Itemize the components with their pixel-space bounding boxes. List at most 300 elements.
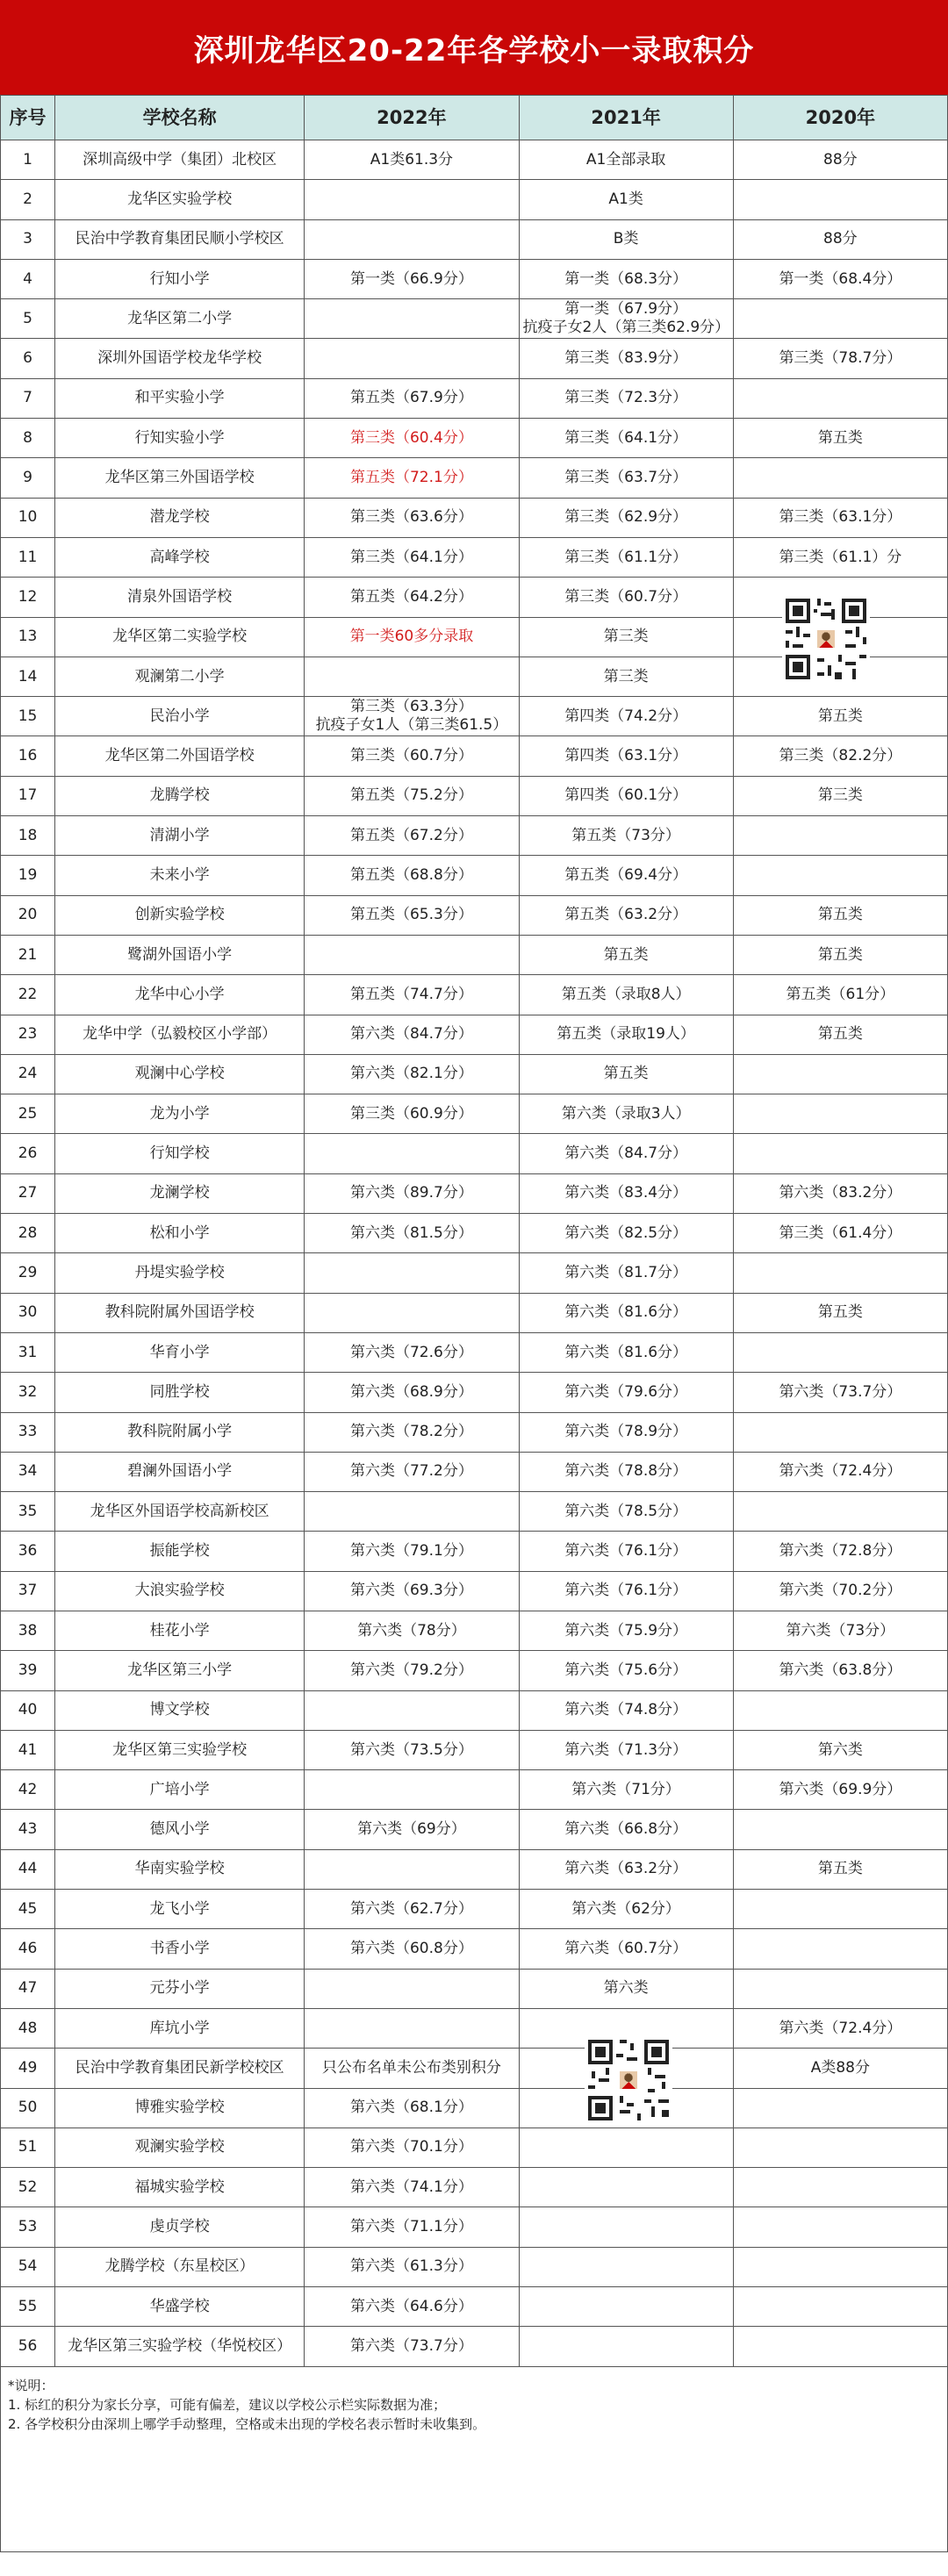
score-2022: 第六类（84.7分） [305,1015,519,1054]
score-2021: 第三类 [519,617,733,657]
score-2022 [305,299,519,339]
table-row [1,1054,948,1094]
score-2021 [519,2207,733,2247]
score-2021: 第三类 [519,657,733,696]
school-name: 龙华中学（弘毅校区小学部） [55,1015,305,1054]
table-row [1,1293,948,1332]
qr-code-image [782,595,870,683]
table-row [1,219,948,259]
score-2022 [305,1253,519,1293]
row-number: 26 [1,1134,55,1173]
school-name: 观澜实验学校 [55,2128,305,2167]
school-name: 华盛学校 [55,2287,305,2327]
score-2021: 第六类（76.1分） [519,1571,733,1611]
school-name: 龙华区第二外国语学校 [55,736,305,776]
admission-score-table [0,95,948,2367]
row-number: 34 [1,1452,55,1491]
score-2022 [305,1134,519,1173]
table-row [1,1452,948,1491]
title-banner [0,0,948,95]
row-number: 22 [1,975,55,1015]
table-row [1,419,948,458]
school-name: 龙华区第三小学 [55,1651,305,1690]
school-name: 振能学校 [55,1532,305,1571]
score-2021: 第六类（78.5分） [519,1492,733,1532]
row-number: 14 [1,657,55,696]
score-2022 [305,1770,519,1810]
score-2022: 第三类（60.4分） [305,419,519,458]
school-name: 观澜中心学校 [55,1054,305,1094]
score-2020: 第五类 [733,1015,947,1054]
score-2022: 第六类（68.1分） [305,2088,519,2128]
score-2022: A1类61.3分 [305,140,519,180]
score-2021: 第五类（录取19人） [519,1015,733,1054]
row-number: 5 [1,299,55,339]
score-2020 [733,1929,947,1969]
school-name: 行知学校 [55,1134,305,1173]
school-name: 龙华区第三外国语学校 [55,458,305,498]
score-2021: 第五类（63.2分） [519,895,733,935]
school-name: 龙华区实验学校 [55,180,305,219]
score-2020: 第五类 [733,419,947,458]
table-row [1,1730,948,1769]
notes-section [0,2367,948,2552]
row-number: 6 [1,339,55,378]
score-2020 [733,1810,947,1849]
row-number: 41 [1,1730,55,1769]
school-name: 和平实验小学 [55,378,305,418]
table-row [1,1015,948,1054]
school-name: 清泉外国语学校 [55,578,305,617]
score-2022: 第六类（74.1分） [305,2168,519,2207]
school-name: 民治中学教育集团民顺小学校区 [55,219,305,259]
score-2020: 第六类（63.8分） [733,1651,947,1690]
score-2021: 第六类（81.6分） [519,1293,733,1332]
row-number: 30 [1,1293,55,1332]
score-2022 [305,339,519,378]
score-2022: 第三类（64.1分） [305,537,519,577]
score-2022 [305,1969,519,2008]
table-row [1,299,948,339]
score-2020: 第六类（72.4分） [733,2008,947,2048]
score-2021: 第六类（81.7分） [519,1253,733,1293]
row-number: 18 [1,816,55,856]
score-2020 [733,1134,947,1173]
school-name: 元芬小学 [55,1969,305,2008]
school-name: 鹭湖外国语小学 [55,935,305,974]
table-row [1,856,948,895]
score-2020: 第六类（73分） [733,1611,947,1650]
score-2020: 第六类（70.2分） [733,1571,947,1611]
school-name: 高峰学校 [55,537,305,577]
score-2022: 第六类（79.2分） [305,1651,519,1690]
table-row [1,2049,948,2088]
table-row [1,1929,948,1969]
score-2022: 第六类（70.1分） [305,2128,519,2167]
row-number: 24 [1,1054,55,1094]
score-2020 [733,458,947,498]
score-2020: 第六类（69.9分） [733,1770,947,1810]
table-row [1,1253,948,1293]
score-2020 [733,378,947,418]
score-2020: 第六类 [733,1730,947,1769]
score-2020: 88分 [733,219,947,259]
score-2022: 第五类（65.3分） [305,895,519,935]
score-2021 [519,2168,733,2207]
score-2020: 第五类 [733,1293,947,1332]
row-number: 15 [1,697,55,736]
note-item: 2. 各学校积分由深圳上哪学手动整理，空格或未出现的学校名表示暂时未收集到。 [8,2415,486,2432]
school-name: 虔贞学校 [55,2207,305,2247]
school-name: 民治小学 [55,697,305,736]
table-row [1,1412,948,1452]
score-2022: 第五类（74.7分） [305,975,519,1015]
table-row [1,2247,948,2286]
score-2022: 只公布名单未公布类别积分 [305,2049,519,2088]
table-row [1,1969,948,2008]
row-number: 16 [1,736,55,776]
table-row [1,1332,948,1372]
school-name: 福城实验学校 [55,2168,305,2207]
school-name: 教科院附属外国语学校 [55,1293,305,1332]
school-name: 创新实验学校 [55,895,305,935]
table-row [1,1532,948,1571]
note-item: 1. 标红的积分为家长分享，可能有偏差，建议以学校公示栏实际数据为准； [8,2396,447,2413]
score-2021 [519,2247,733,2286]
table-row [1,935,948,974]
score-2021: 第六类（75.9分） [519,1611,733,1650]
score-2021 [519,2327,733,2366]
row-number: 38 [1,1611,55,1650]
score-2021: 第五类（73分） [519,816,733,856]
score-2021: 第六类（84.7分） [519,1134,733,1173]
table-row [1,1492,948,1532]
score-2020 [733,1969,947,2008]
score-2022: 第六类（78.2分） [305,1412,519,1452]
score-2022: 第六类（60.8分） [305,1929,519,1969]
row-number: 3 [1,219,55,259]
score-2022 [305,180,519,219]
score-2022 [305,1492,519,1532]
school-name: 华育小学 [55,1332,305,1372]
table-row [1,1173,948,1213]
score-2021: B类 [519,219,733,259]
score-2021: 第一类（68.3分） [519,259,733,298]
school-name: 行知小学 [55,259,305,298]
score-2022 [305,219,519,259]
row-number: 32 [1,1373,55,1412]
row-number: 48 [1,2008,55,2048]
score-2021: 第三类（83.9分） [519,339,733,378]
score-2022 [305,1690,519,1730]
score-2020: A类88分 [733,2049,947,2088]
row-number: 10 [1,498,55,537]
score-2022: 第六类（69分） [305,1810,519,1849]
score-2020: 第五类 [733,697,947,736]
row-number: 54 [1,2247,55,2286]
table-row [1,895,948,935]
score-2020: 第三类 [733,776,947,815]
school-name: 广培小学 [55,1770,305,1810]
score-2022 [305,657,519,696]
table-row [1,1373,948,1412]
table-row [1,1134,948,1173]
score-2022: 第五类（72.1分） [305,458,519,498]
score-2022: 第五类（64.2分） [305,578,519,617]
score-2021 [519,2287,733,2327]
table-row [1,1094,948,1134]
table-row [1,2287,948,2327]
score-2021: 第六类（79.6分） [519,1373,733,1412]
school-name: 观澜第二小学 [55,657,305,696]
row-number: 28 [1,1214,55,1253]
row-number: 19 [1,856,55,895]
score-2021: 第六类（60.7分） [519,1929,733,1969]
col-header-2021: 2021年 [519,96,733,140]
score-2020 [733,1253,947,1293]
row-number: 11 [1,537,55,577]
qr-code-image [585,2036,672,2124]
school-name: 龙华区第二实验学校 [55,617,305,657]
row-number: 53 [1,2207,55,2247]
table-header-row [1,96,948,140]
score-2022: 第六类（64.6分） [305,2287,519,2327]
score-2022: 第六类（68.9分） [305,1373,519,1412]
score-2020: 第六类（72.4分） [733,1452,947,1491]
table-row [1,776,948,815]
score-2022: 第六类（72.6分） [305,1332,519,1372]
row-number: 55 [1,2287,55,2327]
score-2020 [733,2168,947,2207]
school-name: 行知实验小学 [55,419,305,458]
school-name: 大浪实验学校 [55,1571,305,1611]
score-2020: 第五类 [733,1849,947,1889]
school-name: 龙为小学 [55,1094,305,1134]
score-2020: 第三类（61.1）分 [733,537,947,577]
score-2021: 第六类（78.9分） [519,1412,733,1452]
table-row [1,259,948,298]
table-row [1,1890,948,1929]
page-title: 深圳龙华区20-22年各学校小一录取积分 [193,32,755,68]
row-number: 13 [1,617,55,657]
row-number: 4 [1,259,55,298]
row-number: 39 [1,1651,55,1690]
table-body [1,140,948,2367]
col-header-no: 序号 [1,96,55,140]
score-2020 [733,180,947,219]
school-name: 龙腾学校 [55,776,305,815]
school-name: 丹堤实验学校 [55,1253,305,1293]
score-2022: 第六类（77.2分） [305,1452,519,1491]
school-name: 龙华区第三实验学校（华悦校区） [55,2327,305,2366]
row-number: 49 [1,2049,55,2088]
score-2021: 第六类（71分） [519,1770,733,1810]
score-2021: 第六类（录取3人） [519,1094,733,1134]
school-name: 龙腾学校（东星校区） [55,2247,305,2286]
row-number: 23 [1,1015,55,1054]
score-2022 [305,1293,519,1332]
table-row [1,975,948,1015]
score-2022: 第三类（63.6分） [305,498,519,537]
row-number: 37 [1,1571,55,1611]
school-name: 深圳外国语学校龙华学校 [55,339,305,378]
row-number: 12 [1,578,55,617]
score-2021: 第六类（82.5分） [519,1214,733,1253]
row-number: 47 [1,1969,55,2008]
score-2021: 第三类（63.7分） [519,458,733,498]
row-number: 1 [1,140,55,180]
score-2020: 第三类（78.7分） [733,339,947,378]
score-2021: 第六类（78.8分） [519,1452,733,1491]
school-name: 深圳高级中学（集团）北校区 [55,140,305,180]
row-number: 27 [1,1173,55,1213]
score-2020 [733,1332,947,1372]
table-row [1,2128,948,2167]
score-2022: 第五类（67.2分） [305,816,519,856]
score-2021 [519,2128,733,2167]
score-2020 [733,2247,947,2286]
school-name: 龙华中心小学 [55,975,305,1015]
score-2021: 第六类（83.4分） [519,1173,733,1213]
score-2021: 第三类（64.1分） [519,419,733,458]
row-number: 45 [1,1890,55,1929]
table-row [1,2207,948,2247]
score-2020 [733,299,947,339]
score-2021: 第四类（63.1分） [519,736,733,776]
school-name: 碧澜外国语小学 [55,1452,305,1491]
score-2021: A1全部录取 [519,140,733,180]
school-name: 龙飞小学 [55,1890,305,1929]
school-name: 松和小学 [55,1214,305,1253]
school-name: 库坑小学 [55,2008,305,2048]
school-name: 同胜学校 [55,1373,305,1412]
score-2022: 第三类（63.3分） 抗疫子女1人（第三类61.5） [305,697,519,736]
score-2021: 第三类（72.3分） [519,378,733,418]
score-2020: 88分 [733,140,947,180]
score-2020: 第一类（68.4分） [733,259,947,298]
table-row [1,1571,948,1611]
score-2021: 第四类（74.2分） [519,697,733,736]
score-2021: 第六类（63.2分） [519,1849,733,1889]
score-2022: 第三类（60.7分） [305,736,519,776]
row-number: 46 [1,1929,55,1969]
school-name: 未来小学 [55,856,305,895]
table-row [1,1810,948,1849]
score-2021: 第五类（69.4分） [519,856,733,895]
row-number: 17 [1,776,55,815]
table-row [1,697,948,736]
score-2022: 第五类（75.2分） [305,776,519,815]
score-2020 [733,2128,947,2167]
row-number: 50 [1,2088,55,2128]
row-number: 25 [1,1094,55,1134]
col-header-2022: 2022年 [305,96,519,140]
score-2022: 第六类（81.5分） [305,1214,519,1253]
score-2021: 第六类（76.1分） [519,1532,733,1571]
row-number: 9 [1,458,55,498]
school-name: 博雅实验学校 [55,2088,305,2128]
school-name: 书香小学 [55,1929,305,1969]
row-number: 56 [1,2327,55,2366]
row-number: 42 [1,1770,55,1810]
score-2022: 第六类（82.1分） [305,1054,519,1094]
score-2020: 第六类（73.7分） [733,1373,947,1412]
school-name: 博文学校 [55,1690,305,1730]
score-2020: 第六类（72.8分） [733,1532,947,1571]
score-2021: 第六类 [519,1969,733,2008]
row-number: 21 [1,935,55,974]
score-2021: A1类 [519,180,733,219]
score-2022: 第六类（73.7分） [305,2327,519,2366]
score-2022 [305,935,519,974]
row-number: 51 [1,2128,55,2167]
score-2022: 第一类（66.9分） [305,259,519,298]
score-2021: 第五类（录取8人） [519,975,733,1015]
row-number: 40 [1,1690,55,1730]
score-2022: 第一类60多分录取 [305,617,519,657]
table-row [1,339,948,378]
score-2021: 第四类（60.1分） [519,776,733,815]
score-2020 [733,1690,947,1730]
score-2022: 第五类（67.9分） [305,378,519,418]
score-2020: 第五类 [733,935,947,974]
table-row [1,1690,948,1730]
row-number: 52 [1,2168,55,2207]
school-name: 华南实验学校 [55,1849,305,1889]
table-row [1,1611,948,1650]
score-2020 [733,2287,947,2327]
table-row [1,736,948,776]
table-row [1,1849,948,1889]
table-row [1,2008,948,2048]
score-2020 [733,856,947,895]
table-row [1,2168,948,2207]
row-number: 36 [1,1532,55,1571]
score-2020: 第三类（63.1分） [733,498,947,537]
row-number: 43 [1,1810,55,1849]
score-2020 [733,2207,947,2247]
school-name: 清湖小学 [55,816,305,856]
table-row [1,1214,948,1253]
table-row [1,2088,948,2128]
school-name: 桂花小学 [55,1611,305,1650]
table-row [1,1651,948,1690]
score-2021: 第三类（62.9分） [519,498,733,537]
score-2022: 第六类（73.5分） [305,1730,519,1769]
school-name: 龙华区外国语学校高新校区 [55,1492,305,1532]
table-row [1,1770,948,1810]
row-number: 2 [1,180,55,219]
score-2021: 第一类（67.9分） 抗疫子女2人（第三类62.9分） [519,299,733,339]
score-2021: 第六类（75.6分） [519,1651,733,1690]
score-2021: 第六类（66.8分） [519,1810,733,1849]
school-name: 龙华区第三实验学校 [55,1730,305,1769]
score-2022: 第六类（78分） [305,1611,519,1650]
score-2021: 第六类（81.6分） [519,1332,733,1372]
school-name: 教科院附属小学 [55,1412,305,1452]
table-row [1,378,948,418]
score-2020 [733,1492,947,1532]
row-number: 29 [1,1253,55,1293]
score-2021: 第六类（74.8分） [519,1690,733,1730]
score-2021: 第五类 [519,935,733,974]
score-2020 [733,2327,947,2366]
row-number: 8 [1,419,55,458]
score-2022: 第五类（68.8分） [305,856,519,895]
score-2022: 第六类（79.1分） [305,1532,519,1571]
row-number: 20 [1,895,55,935]
row-number: 33 [1,1412,55,1452]
